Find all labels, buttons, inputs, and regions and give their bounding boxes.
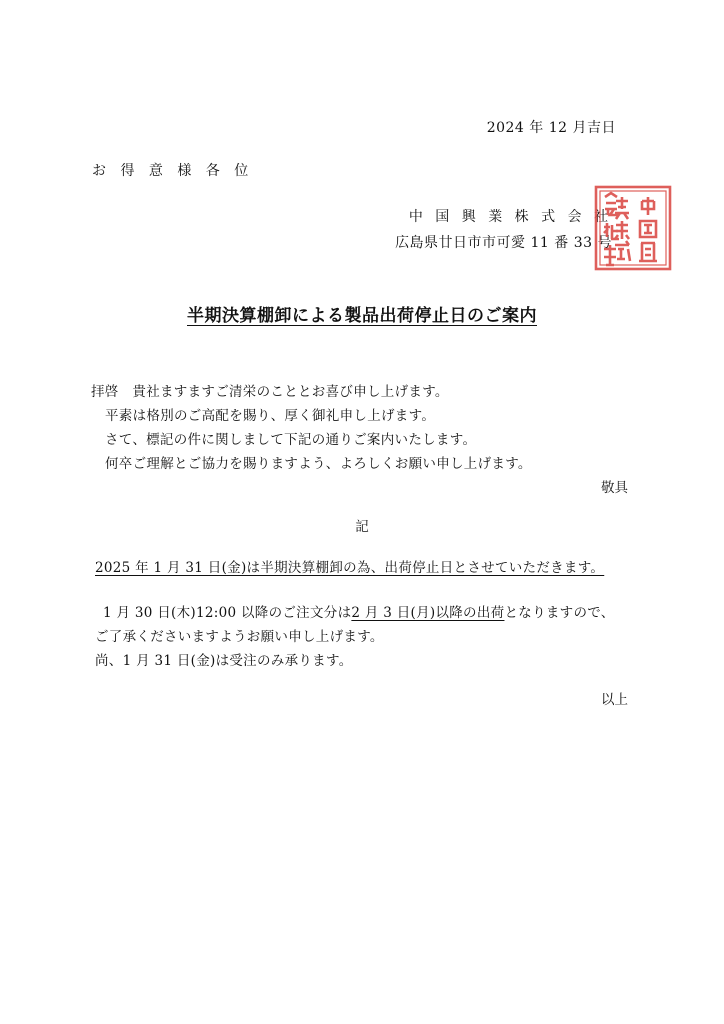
- closing-keigu: 敬具: [601, 480, 628, 496]
- notice-main: [95, 556, 604, 576]
- greeting-line-2: 平素は格別のご高配を賜り、厚く御礼申し上げます。: [105, 408, 436, 424]
- notice-detail-1-prefix: 1 月 30 日(木)12:00 以降のご注文分は: [103, 605, 352, 621]
- notice-main-text: 2025 年 1 月 31 日(金)は半期決算棚卸の為、出荷停止日とさせていただきます。: [95, 560, 605, 576]
- end-ijo: 以上: [601, 692, 628, 708]
- document-title: [0, 301, 724, 326]
- seal-text: 中国興業株式会社: [592, 183, 600, 184]
- notice-detail-1-suffix: となりますので、: [504, 605, 615, 621]
- notice-detail-3: 尚、1 月 31 日(金)は受注のみ承ります。: [95, 653, 353, 669]
- notice-detail-1: [103, 601, 615, 621]
- greeting-line-1: 拝啓 貴社ますますご清栄のこととお喜び申し上げます。: [91, 384, 449, 400]
- company-address: 広島県廿日市市可愛 11 番 33 号: [395, 235, 612, 251]
- recipient: お 得 意 様 各 位: [92, 163, 254, 179]
- title-text: 半期決算棚卸による製品出荷停止日のご案内: [187, 306, 537, 326]
- company-name: 中 国 興 業 株 式 会 社: [408, 209, 612, 225]
- greeting-line-3: さて、標記の件に関しまして下記の通りご案内いたします。: [105, 432, 477, 448]
- issue-date: 2024 年 12 月吉日: [486, 120, 616, 136]
- ki-heading: 記: [355, 519, 369, 535]
- greeting-line-4: 何卒ご理解とご協力を賜りますよう、よろしくお願い申し上げます。: [105, 456, 532, 472]
- company-seal-icon: [592, 183, 674, 273]
- notice-detail-1-underlined: 2 月 3 日(月)以降の出荷: [351, 605, 505, 621]
- notice-detail-2: ご了承くださいますようお願い申し上げます。: [95, 629, 384, 645]
